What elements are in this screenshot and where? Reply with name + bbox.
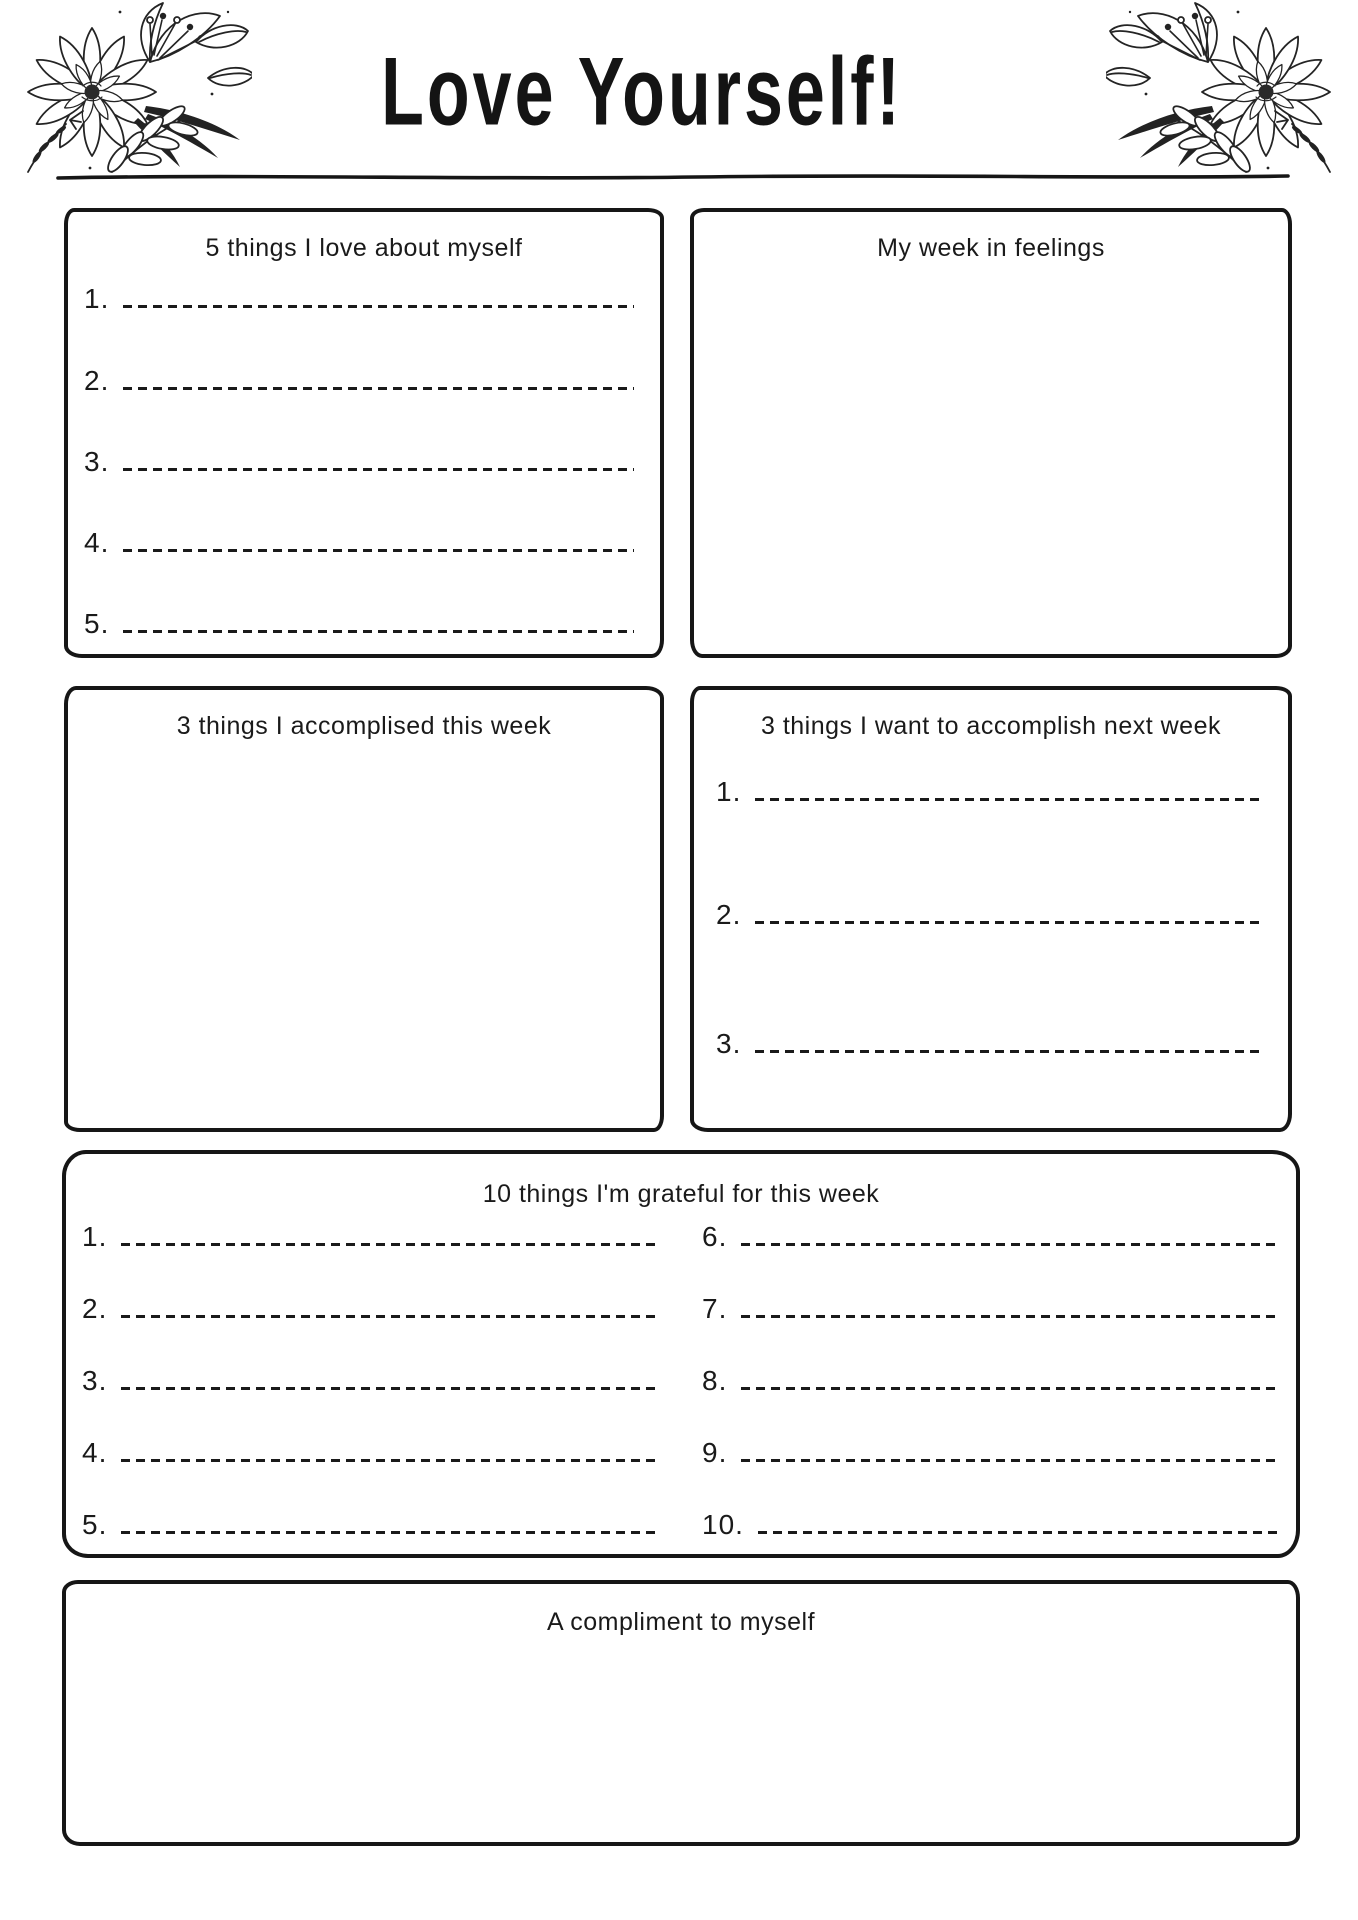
dashed-writing-line [123, 468, 634, 472]
dashed-writing-line [121, 1531, 660, 1535]
section-title: 3 things I accomplised this week [176, 712, 552, 740]
writing-line [82, 1213, 660, 1251]
writing-line [702, 1429, 1280, 1467]
dashed-writing-line [121, 1387, 660, 1391]
section-compliment [62, 1580, 1300, 1846]
dashed-writing-line [755, 921, 1260, 925]
section-5-things-love [64, 208, 664, 658]
dashed-writing-line [755, 798, 1260, 802]
writing-line [702, 1357, 1280, 1395]
section-title: 3 things I want to accomplish next week [760, 712, 1221, 740]
floral-decoration-left-icon [0, 0, 252, 174]
section-title: 5 things I love about myself [205, 234, 523, 262]
line-number: 2. [716, 899, 742, 930]
dashed-writing-line [758, 1531, 1280, 1535]
page-title: Love Yourself! [381, 37, 903, 146]
line-number: 3. [716, 1028, 742, 1059]
section-accomplished-this-week [64, 686, 664, 1132]
dashed-writing-line [741, 1243, 1280, 1247]
section-title: My week in feelings [877, 234, 1105, 262]
writing-line [716, 768, 1260, 806]
line-number: 4. [84, 527, 110, 558]
writing-line [82, 1429, 660, 1467]
grateful-right-column [702, 1154, 1280, 1554]
writing-line [702, 1213, 1280, 1251]
dashed-writing-line [123, 387, 634, 391]
dashed-writing-line [123, 630, 634, 634]
line-number: 2. [82, 1293, 108, 1324]
line-number: 1. [84, 283, 110, 314]
section-title: 10 things I'm grateful for this week [482, 1180, 880, 1208]
line-number: 5. [84, 608, 110, 639]
line-number: 1. [716, 776, 742, 807]
line-number: 3. [84, 446, 110, 477]
writing-line [82, 1357, 660, 1395]
writing-line [84, 438, 634, 476]
line-number: 1. [82, 1221, 108, 1252]
writing-line [84, 357, 634, 395]
line-number: 2. [84, 365, 110, 396]
header-divider [56, 172, 1290, 182]
line-number: 3. [82, 1365, 108, 1396]
section-accomplish-next-week [690, 686, 1292, 1132]
dashed-writing-line [741, 1315, 1280, 1319]
line-number: 7. [702, 1293, 728, 1324]
section-grateful [62, 1150, 1300, 1558]
section-title: A compliment to myself [546, 1608, 816, 1636]
dashed-writing-line [121, 1243, 660, 1247]
line-number: 4. [82, 1437, 108, 1468]
writing-line [84, 600, 634, 638]
writing-line [84, 275, 634, 313]
writing-line [702, 1501, 1280, 1539]
writing-line [702, 1285, 1280, 1323]
line-number: 8. [702, 1365, 728, 1396]
dashed-writing-line [755, 1050, 1260, 1054]
grateful-left-column [82, 1154, 660, 1554]
dashed-writing-line [121, 1459, 660, 1463]
line-number: 9. [702, 1437, 728, 1468]
writing-line [716, 1020, 1260, 1058]
dashed-writing-line [123, 305, 634, 309]
line-number: 5. [82, 1509, 108, 1540]
line-number: 6. [702, 1221, 728, 1252]
floral-decoration-right-icon [1106, 0, 1358, 174]
writing-line [82, 1501, 660, 1539]
dashed-writing-line [121, 1315, 660, 1319]
writing-line [82, 1285, 660, 1323]
dashed-writing-line [741, 1459, 1280, 1463]
writing-line [716, 891, 1260, 929]
section-week-in-feelings [690, 208, 1292, 658]
line-number: 10. [702, 1509, 744, 1540]
writing-line [84, 519, 634, 557]
dashed-writing-line [741, 1387, 1280, 1391]
dashed-writing-line [123, 549, 634, 553]
